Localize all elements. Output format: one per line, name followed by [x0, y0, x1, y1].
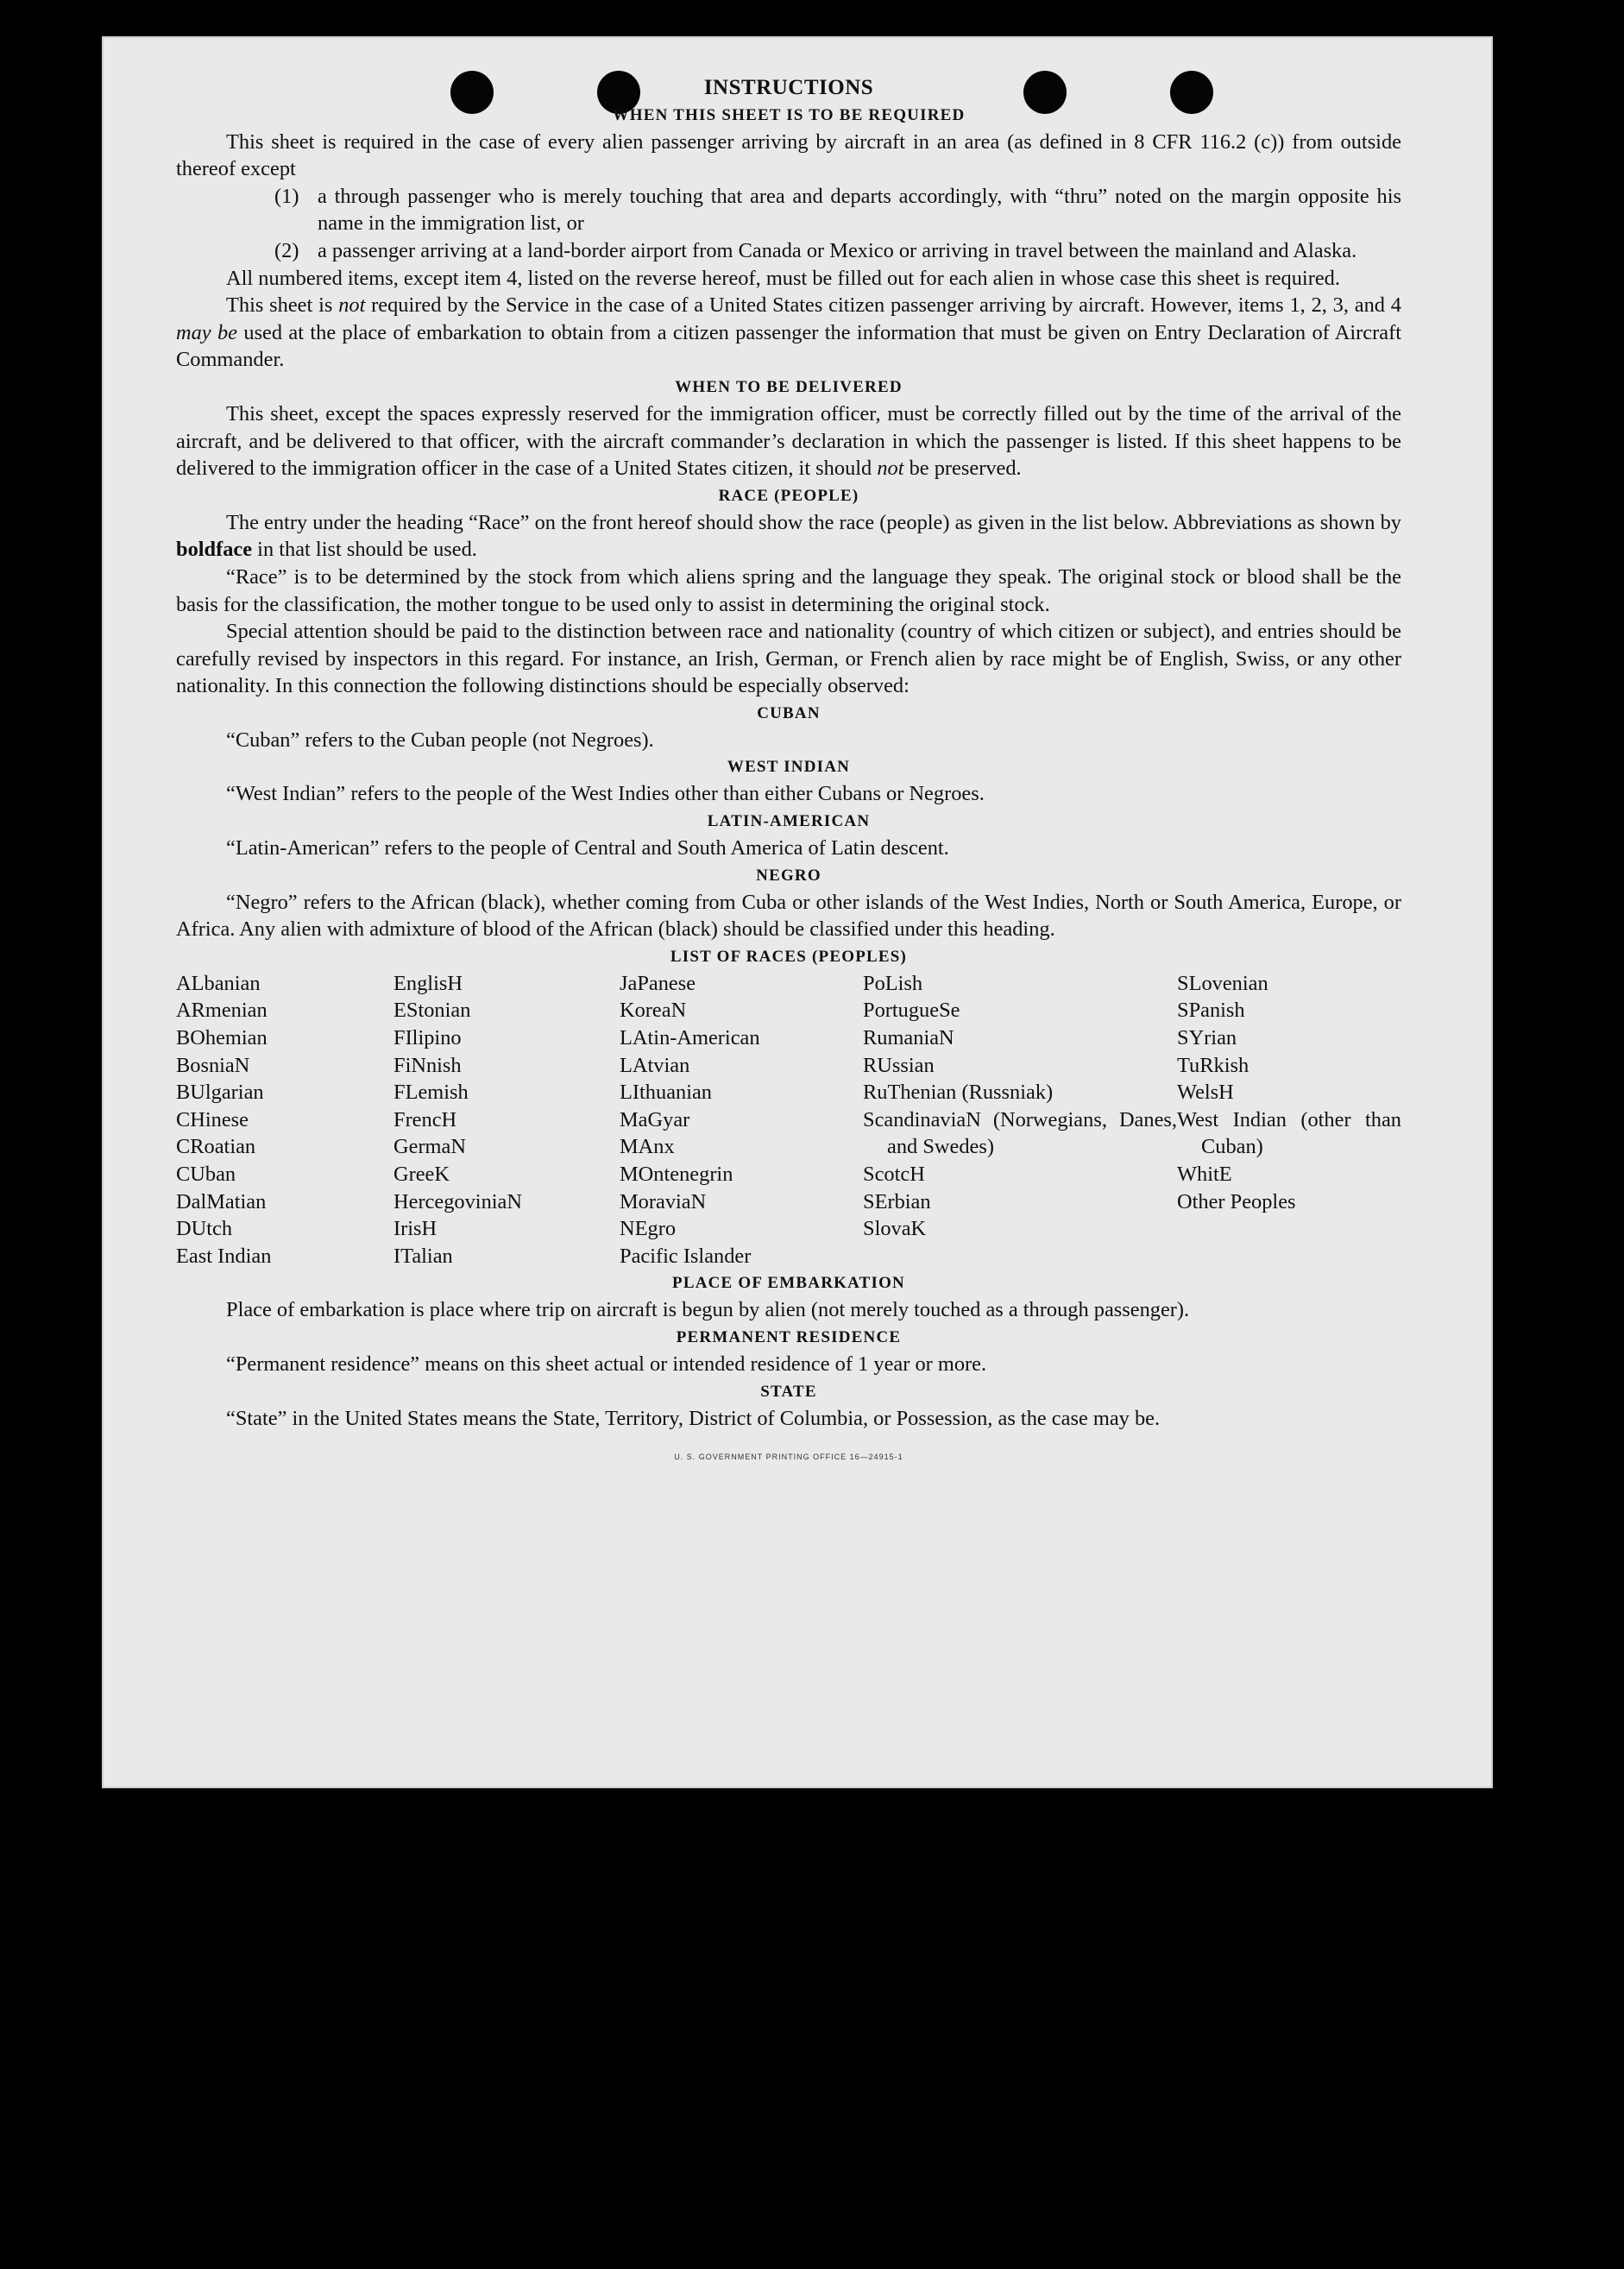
negro-paragraph: “Negro” refers to the African (black), whether coming from Cuba or other islands of the West Indies, North or South America, Europe, or Africa. Any alien with admixture of blood of the African (black) should be classified under this heading.	[176, 890, 1401, 942]
required-paragraph-3	[176, 292, 1401, 374]
required-paragraph-1: This sheet is required in the case of every alien passenger arriving by aircraft in an area (as defined in 8 CFR 116.2 (c)) from outside thereof except	[176, 129, 1401, 181]
heading-delivered: WHEN TO BE DELIVERED	[675, 377, 903, 396]
race-entry: MOntenegrin	[620, 1163, 733, 1186]
race-entry: FiNnish	[393, 1053, 462, 1077]
race-entry: DUtch	[176, 1217, 233, 1241]
embarkation-paragraph: Place of embarkation is place where trip on aircraft is begun by alien (not merely touched as a through passenger).	[226, 1298, 1190, 1322]
exception-item-1	[274, 183, 1401, 237]
race-entry: ITalian	[393, 1244, 453, 1268]
race-paragraph-1	[176, 509, 1401, 564]
exception-item-2-number: (2)	[274, 238, 299, 262]
printing-office-imprint: U. S. GOVERNMENT PRINTING OFFICE 16—24915-1	[674, 1453, 903, 1462]
race-p1-part-a: The entry under the heading “Race” on the front hereof should show the race (people) as given in the list below. Abbreviations as shown by	[226, 510, 1401, 534]
race-entry: SErbian	[863, 1189, 931, 1213]
latin-american-paragraph: “Latin-American” refers to the people of Central and South America of Latin descent.	[226, 836, 949, 860]
race-entry: TuRkish	[1177, 1053, 1249, 1077]
race-entry: WelsH	[1177, 1081, 1234, 1105]
race-entry: WhitE	[1177, 1163, 1232, 1186]
heading-negro: NEGRO	[756, 866, 821, 885]
race-entry: EnglisH	[393, 971, 463, 995]
race-entry: JaPanese	[620, 971, 696, 995]
race-paragraph-3: Special attention should be paid to the distinction between race and nationality (country of which citizen or subject), and entries should be carefully revised by inspectors in this regard. For instance, an Irish, German, or French alien by race might be of English, Swiss, or any other nationality. In this connection the following distinctions should be especially observed:	[176, 620, 1401, 698]
heading-embarkation: PLACE OF EMBARKATION	[672, 1274, 905, 1293]
delivered-paragraph	[176, 400, 1401, 482]
exception-item-1-number: (1)	[274, 184, 299, 208]
state-paragraph: “State” in the United States means the State, Territory, District of Columbia, or Possession, as the case may be.	[226, 1406, 1161, 1430]
heading-required: WHEN THIS SHEET IS TO BE REQUIRED	[612, 105, 966, 124]
race-entry: MaGyar	[620, 1107, 690, 1131]
race-entry: EStonian	[393, 999, 471, 1023]
race-entry: LAtvian	[620, 1053, 690, 1077]
race-entry: RuThenian (Russniak)	[863, 1081, 1054, 1105]
race-entry: Pacific Islander	[620, 1244, 752, 1268]
race-entry: MoraviaN	[620, 1189, 707, 1213]
race-entry: RUssian	[863, 1053, 935, 1077]
residence-paragraph: “Permanent residence” means on this sheet actual or intended residence of 1 year or more.	[226, 1352, 987, 1376]
delivered-not: not	[877, 457, 904, 481]
race-entry: NEgro	[620, 1217, 677, 1241]
race-entry: Other Peoples	[1177, 1189, 1296, 1213]
races-column-4	[863, 970, 1177, 1270]
race-entry: CRoatian	[176, 1135, 256, 1159]
race-entry: SlovaK	[863, 1217, 927, 1241]
race-entry: LIthuanian	[620, 1081, 713, 1105]
race-entry: LAtin-American	[620, 1026, 760, 1050]
required-p3-may-be: may be	[176, 320, 238, 344]
instructions-content	[176, 74, 1401, 1472]
race-entry: PoLish	[863, 971, 923, 995]
page-title: INSTRUCTIONS	[703, 76, 874, 99]
heading-race: RACE (PEOPLE)	[718, 486, 859, 505]
west-indian-paragraph: “West Indian” refers to the people of the West Indies other than either Cubans or Negroes.	[226, 782, 985, 806]
race-entry: HercegoviniaN	[393, 1189, 522, 1213]
race-entry: RumaniaN	[863, 1026, 954, 1050]
race-entry: FrencH	[393, 1107, 457, 1131]
exception-item-2-text: a passenger arriving at a land-border airport from Canada or Mexico or arriving in travel between the mainland and Alaska.	[318, 238, 1357, 262]
race-entry: FIlipino	[393, 1026, 462, 1050]
race-entry: IrisH	[393, 1217, 437, 1241]
race-entry: BOhemian	[176, 1026, 268, 1050]
race-entry: CHinese	[176, 1107, 249, 1131]
races-column-3	[620, 970, 863, 1270]
races-column-5	[1177, 970, 1401, 1270]
required-paragraph-2: All numbered items, except item 4, listed on the reverse hereof, must be filled out for each alien in whose case this sheet is required.	[226, 266, 1340, 290]
race-entry: ALbanian	[176, 971, 261, 995]
race-entry: GermaN	[393, 1135, 466, 1159]
race-entry: East Indian	[176, 1244, 272, 1268]
races-column-2	[393, 970, 620, 1270]
race-entry: ScotcH	[863, 1163, 925, 1186]
race-entry: GreeK	[393, 1163, 450, 1186]
heading-residence: PERMANENT RESIDENCE	[676, 1327, 902, 1346]
race-p1-part-b: in that list should be used.	[252, 538, 477, 562]
document-page	[102, 36, 1493, 1788]
race-entry: CUban	[176, 1163, 236, 1186]
race-p1-boldface: boldface	[176, 538, 253, 562]
delivered-part-b: be preserved.	[903, 457, 1022, 481]
race-entry: West Indian (other than Cuban)	[1177, 1107, 1401, 1159]
required-p3-part-a: This sheet is	[226, 293, 339, 318]
race-entry: PortugueSe	[863, 999, 960, 1023]
heading-latin-american: LATIN-AMERICAN	[707, 812, 871, 831]
race-entry: FLemish	[393, 1081, 469, 1105]
heading-cuban: CUBAN	[757, 703, 821, 722]
heading-west-indian: WEST INDIAN	[727, 758, 851, 777]
race-entry: ARmenian	[176, 999, 268, 1023]
race-entry: SPanish	[1177, 999, 1245, 1023]
races-column-1	[176, 970, 393, 1270]
delivered-part-a: This sheet, except the spaces expressly reserved for the immigration officer, must be correctly filled out by the time of the arrival of the aircraft, and be delivered to that officer, with the aircraft commander’s declaration in which the passenger is listed. If this sheet happens to be delivered to the immigration officer in the case of a United States citizen, it should	[176, 401, 1401, 481]
race-entry: BosniaN	[176, 1053, 250, 1077]
exception-item-1-text: a through passenger who is merely touching that area and departs accordingly, with “thru” noted on the margin opposite his name in the immigration list, or	[318, 184, 1401, 236]
race-entry: BUlgarian	[176, 1081, 264, 1105]
race-entry: SYrian	[1177, 1026, 1237, 1050]
race-entry: SLovenian	[1177, 971, 1268, 995]
race-entry: KoreaN	[620, 999, 687, 1023]
heading-list-of-races: LIST OF RACES (PEOPLES)	[670, 947, 908, 966]
heading-state: STATE	[760, 1382, 817, 1401]
race-entry: MAnx	[620, 1135, 675, 1159]
exception-item-2	[274, 237, 1401, 265]
race-entry: ScandinaviaN (Norwegians, Danes, and Swedes)	[863, 1107, 1177, 1159]
required-p3-part-b: required by the Service in the case of a United States citizen passenger arriving by aircraft. However, items 1, 2, 3, and 4	[365, 293, 1401, 318]
required-p3-part-c: used at the place of embarkation to obtain from a citizen passenger the information that must be given on Entry Declaration of Aircraft Commander.	[176, 320, 1401, 372]
cuban-paragraph: “Cuban” refers to the Cuban people (not Negroes).	[226, 728, 654, 752]
race-paragraph-2: “Race” is to be determined by the stock from which aliens spring and the language they speak. The original stock or blood shall be the basis for the classification, the mother tongue to be used only to assist in determining the original stock.	[176, 564, 1401, 616]
races-list	[176, 970, 1401, 1270]
required-p3-not: not	[338, 293, 366, 318]
race-entry: DalMatian	[176, 1189, 267, 1213]
